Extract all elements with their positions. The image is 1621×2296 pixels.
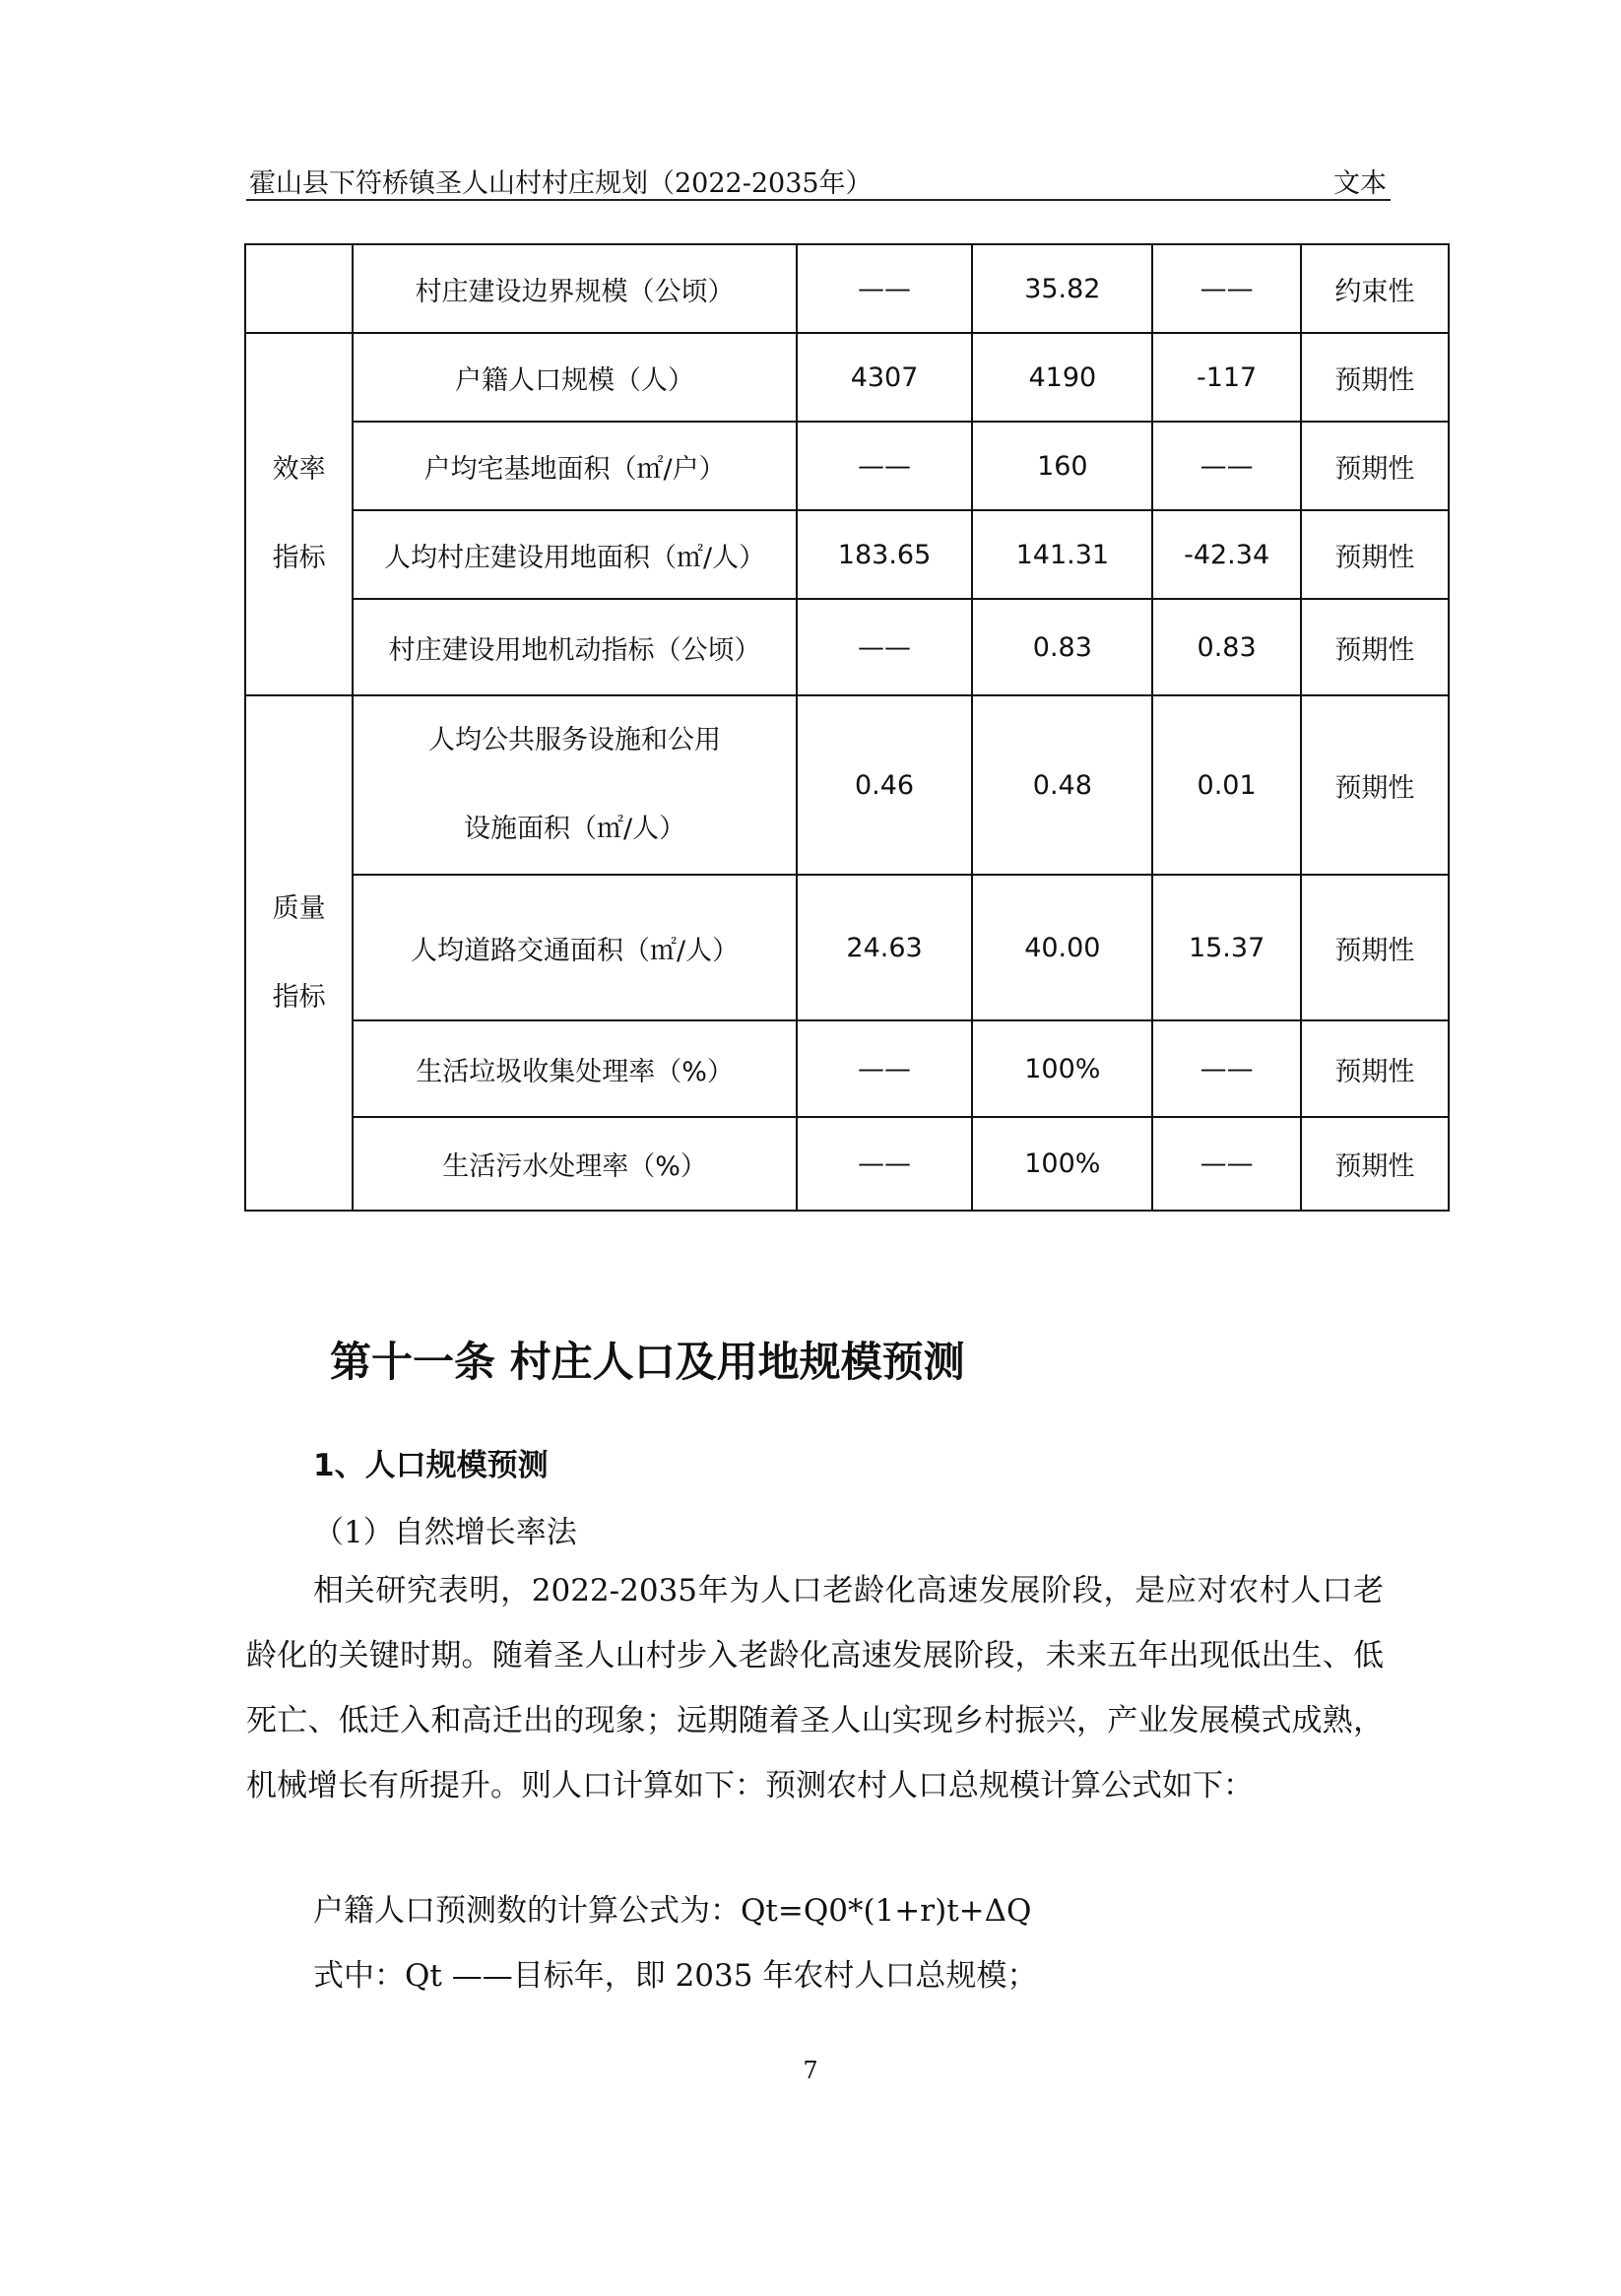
formula-definition: 式中：Qt ——目标年，即 2035 年农村人口总规模； [313, 1958, 1038, 1994]
attribute-value: 预期性 [1301, 422, 1449, 510]
formula-line: 户籍人口预测数的计算公式为：Qt=Q0*(1+r)t+ΔQ [313, 1893, 1032, 1929]
document-type-tag: 文本 [1333, 168, 1387, 199]
indicator-table [244, 243, 1450, 1212]
change-value: —— [1152, 1020, 1300, 1117]
target-value: 100% [972, 1020, 1152, 1117]
attribute-value: 预期性 [1301, 1117, 1449, 1211]
indicator-name: 户籍人口规模（人） [353, 333, 797, 422]
table-row [245, 510, 1449, 599]
indicator-name: 村庄建设用地机动指标（公顷） [353, 599, 797, 695]
attribute-value: 约束性 [1301, 244, 1449, 333]
page-header [246, 156, 1391, 201]
indicator-name: 人均村庄建设用地面积（㎡/人） [353, 510, 797, 599]
target-value: 0.48 [972, 695, 1152, 875]
category-efficiency: 效率 指标 [245, 333, 353, 695]
target-value: 35.82 [972, 244, 1152, 333]
target-value: 0.83 [972, 599, 1152, 695]
base-value: 0.46 [797, 695, 972, 875]
indicator-name: 生活垃圾收集处理率（%） [353, 1020, 797, 1117]
base-value: —— [797, 244, 972, 333]
change-value: —— [1152, 422, 1300, 510]
change-value: -117 [1152, 333, 1300, 422]
table-row [245, 244, 1449, 333]
base-value: —— [797, 1020, 972, 1117]
section-subheading: 1、人口规模预测 [313, 1448, 549, 1483]
base-value: —— [797, 1117, 972, 1211]
change-value: —— [1152, 244, 1300, 333]
indicator-name: 生活污水处理率（%） [353, 1117, 797, 1211]
attribute-value: 预期性 [1301, 333, 1449, 422]
base-value: 183.65 [797, 510, 972, 599]
target-value: 141.31 [972, 510, 1152, 599]
attribute-value: 预期性 [1301, 1020, 1449, 1117]
attribute-value: 预期性 [1301, 695, 1449, 875]
attribute-value: 预期性 [1301, 510, 1449, 599]
change-value: —— [1152, 1117, 1300, 1211]
page-number: 7 [803, 2057, 818, 2084]
article-title: 第十一条 村庄人口及用地规模预测 [330, 1338, 965, 1386]
base-value: 24.63 [797, 875, 972, 1020]
indicator-name: 人均公共服务设施和公用 设施面积（㎡/人） [353, 695, 797, 875]
indicator-name: 户均宅基地面积（㎡/户） [353, 422, 797, 510]
table-row [245, 422, 1449, 510]
indicator-name: 人均道路交通面积（㎡/人） [353, 875, 797, 1020]
target-value: 160 [972, 422, 1152, 510]
change-value: 15.37 [1152, 875, 1300, 1020]
change-value: 0.01 [1152, 695, 1300, 875]
target-value: 4190 [972, 333, 1152, 422]
method-heading: （1）自然增长率法 [313, 1515, 577, 1550]
indicator-name: 村庄建设边界规模（公顷） [353, 244, 797, 333]
table-row [245, 333, 1449, 422]
table-row [245, 1020, 1449, 1117]
category-cell-continued [245, 244, 353, 333]
table-row [245, 875, 1449, 1020]
target-value: 40.00 [972, 875, 1152, 1020]
attribute-value: 预期性 [1301, 875, 1449, 1020]
change-value: 0.83 [1152, 599, 1300, 695]
table-row [245, 695, 1449, 875]
document-title: 霍山县下符桥镇圣人山村村庄规划（2022-2035年） [249, 168, 873, 199]
base-value: —— [797, 599, 972, 695]
target-value: 100% [972, 1117, 1152, 1211]
table-row [245, 1117, 1449, 1211]
category-quality: 质量 指标 [245, 695, 353, 1211]
table-row [245, 599, 1449, 695]
body-paragraph: 相关研究表明，2022-2035年为人口老龄化高速发展阶段，是应对农村人口老龄化的关键时期。随着圣人山村步入老龄化高速发展阶段，未来五年出现低出生、低死亡、低迁入和高迁出的现象；远期随着圣人山实现乡村振兴，产业发展模式成熟，机械增长有所提升。则人口计算如下：预测农村人口总规模计算公式如下： [246, 1573, 1384, 1804]
attribute-value: 预期性 [1301, 599, 1449, 695]
base-value: 4307 [797, 333, 972, 422]
change-value: -42.34 [1152, 510, 1300, 599]
base-value: —— [797, 422, 972, 510]
